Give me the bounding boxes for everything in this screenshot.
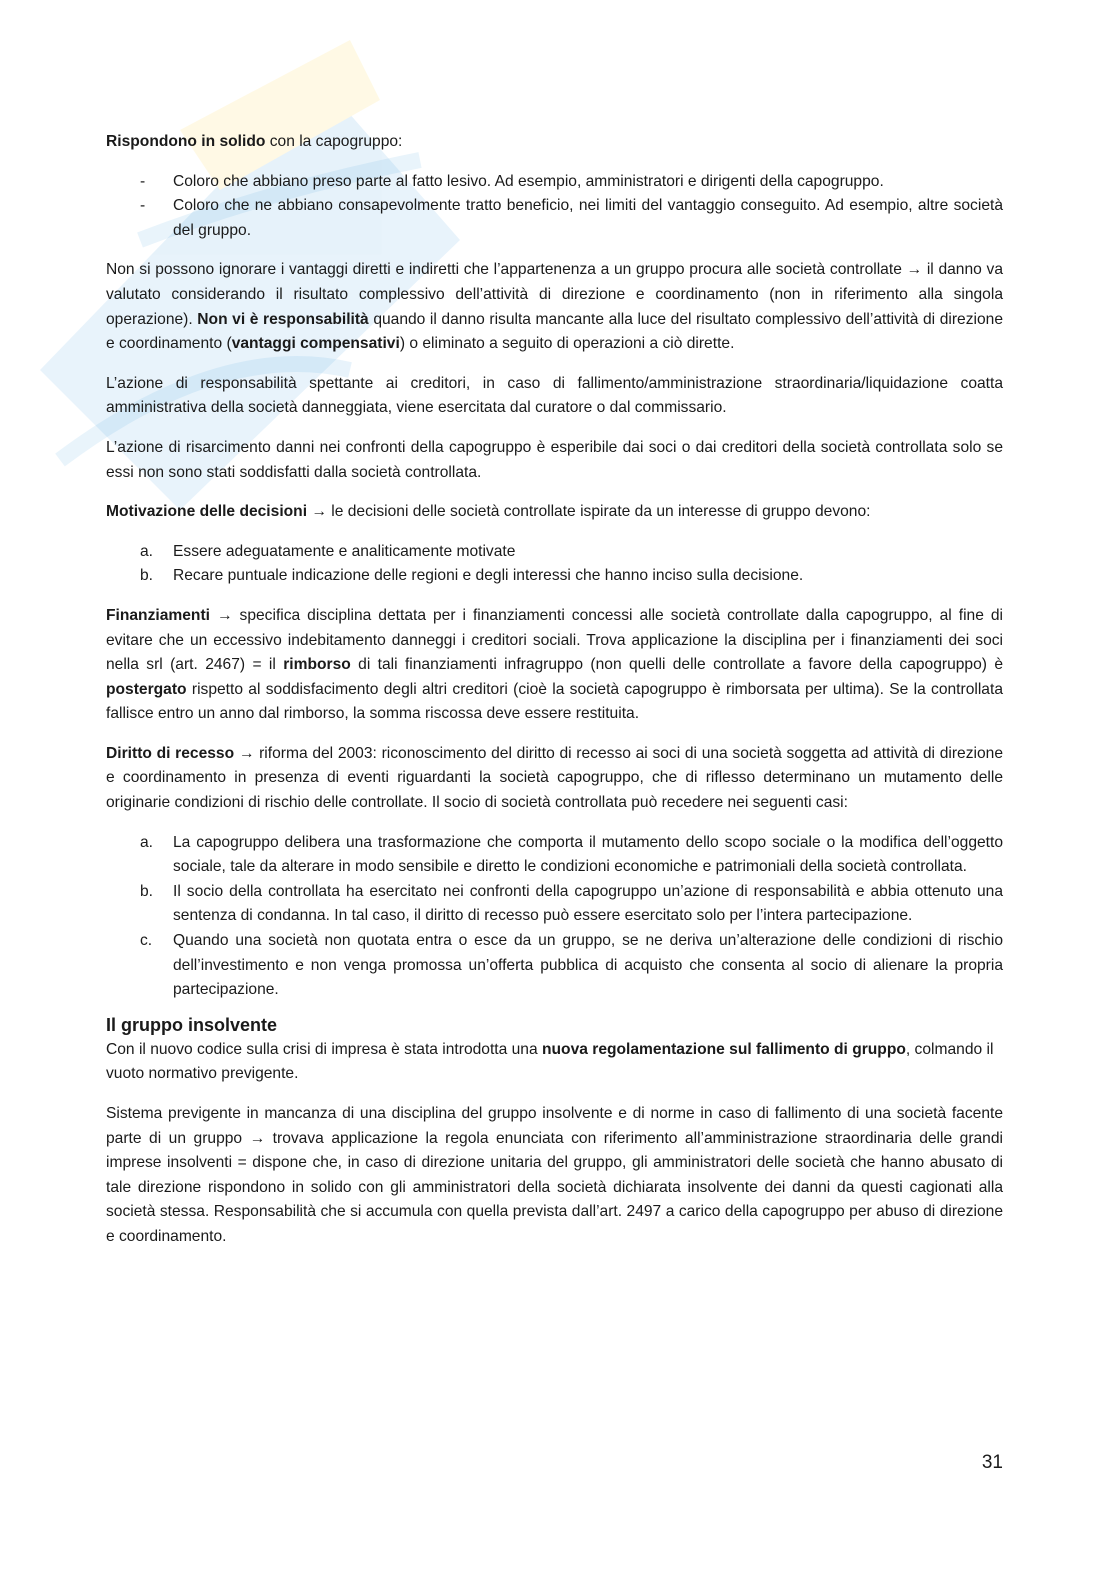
list-item: - Coloro che abbiano preso parte al fatto lesivo. Ad esempio, amministratori e dirigenti della capogruppo. (106, 170, 1003, 195)
paragraph: Sistema previgente in mancanza di una disciplina del gruppo insolvente e di norme in caso di fallimento di una società facente parte di un gruppo → trovava applicazione la regola enunciata con riferimento all’amministrazione straordinaria delle grandi imprese insolventi = dispone che, in caso di direzione unitaria del gruppo, gli amministratori delle società che hanno abusato di tale direzione rispondono in solido con gli amministratori della società dichiarata insolvente dei danni da questi cagionati alla società stessa. Responsabilità che si accumula con quella prevista dall’art. 2497 a carico della capogruppo per abuso di direzione e coordinamento. (106, 1105, 1003, 1245)
bold-term: vantaggi compensativi (231, 335, 400, 353)
list-marker: c. (140, 932, 153, 950)
bold-term: Finanziamenti (106, 606, 210, 624)
document-page (106, 130, 1003, 1265)
page-number: 31 (981, 1452, 1003, 1473)
paragraph: Rispondono in solido con la capogruppo: (106, 133, 403, 150)
paragraph: Motivazione delle decisioni → le decisioni delle società controllate ispirate da un interesse di gruppo devono: (106, 503, 871, 521)
section-heading: Il gruppo insolvente (106, 1014, 278, 1035)
paragraph: Finanziamenti → specifica disciplina dettata per i finanziamenti concessi alle società controllate dalla capogruppo, al fine di evitare che un eccessivo indebitamento danneggi i creditori sociali. Trova applicazione la disciplina per i finanziamenti dei soci nella srl (art. 2467) = il rimborso di tali finanziamenti infragruppo (non quelli delle controllate a favore della capogruppo) è postergato rispetto al soddisfacimento degli altri creditori (cioè la società capogruppo è rimborsata per ultima). Se la controllata fallisce entro un anno dal rimborso, la somma riscossa deve essere restituita. (106, 606, 1003, 723)
bold-term: Diritto di recesso (106, 744, 235, 762)
bold-term: nuova regolamentazione sul fallimento di gruppo (542, 1040, 906, 1058)
lettered-list (106, 831, 1003, 1003)
list-item: - Coloro che ne abbiano consapevolmente tratto beneficio, nei limiti del vantaggio conseguito. Ad esempio, altre società del gruppo. (106, 194, 1003, 243)
paragraph: Non si possono ignorare i vantaggi diretti e indiretti che l’appartenenza a un gruppo procura alle società controllate → il danno va valutato considerando il risultato complessivo dell’attività di direzione e coordinamento (non in riferimento alla singola operazione). Non vi è responsabilità quando il danno risulta mancante alla luce del risultato complessivo dell’attività di direzione e coordinamento (vantaggi compensativi) o eliminato a seguito di operazioni a ciò dirette. (106, 261, 1003, 353)
bold-term: Motivazione delle decisioni (106, 503, 308, 521)
list-marker: a. (140, 833, 154, 851)
bold-term: rimborso (283, 656, 351, 674)
paragraph: L’azione di responsabilità spettante ai creditori, in caso di fallimento/amministrazione straordinaria/liquidazione coatta amministrativa della società danneggiata, viene esercitata dal curatore o dal commissario. (106, 374, 1003, 417)
list-marker: - (140, 172, 146, 190)
list-item: c. Quando una società non quotata entra o esce da un gruppo, se ne deriva un’alterazione delle condizioni di rischio dell’investimento e non venga promossa un’offerta pubblica di acquisto che consenta al socio di alienare la propria partecipazione. (106, 929, 1003, 1003)
paragraph: Diritto di recesso → riforma del 2003: riconoscimento del diritto di recesso ai soci di una società soggetta ad attività di direzione e coordinamento in presenza di eventi riguardanti la società capogruppo, che di riflesso determinano un mutamento delle originarie condizioni di rischio delle controllate. Il socio di società controllata può recedere nei seguenti casi: (106, 744, 1003, 812)
bullet-list (106, 170, 1003, 244)
list-marker: b. (140, 882, 154, 900)
list-marker: - (140, 197, 146, 215)
list-item: a. Essere adeguatamente e analiticamente motivate (106, 540, 1003, 565)
list-marker: b. (140, 567, 154, 585)
list-item: b. Il socio della controllata ha esercitato nei confronti della capogruppo un’azione di responsabilità e abbia ottenuto una sentenza di condanna. In tal caso, il diritto di recesso può essere esercitato solo per l’intera partecipazione. (106, 880, 1003, 929)
paragraph: Con il nuovo codice sulla crisi di impresa è stata introdotta una nuova regolamentazione sul fallimento di gruppo, colmando il vuoto normativo previgente. (106, 1040, 994, 1083)
list-marker: a. (140, 542, 154, 560)
lettered-list (106, 540, 1003, 589)
list-item: b. Recare puntuale indicazione delle regioni e degli interessi che hanno inciso sulla decisione. (106, 564, 1003, 589)
bold-term: postergato (106, 680, 187, 698)
paragraph: L’azione di risarcimento danni nei confronti della capogruppo è esperibile dai soci o dai creditori della società controllata solo se essi non sono stati soddisfatti dalla società controllata. (106, 438, 1003, 481)
list-item: a. La capogruppo delibera una trasformazione che comporta il mutamento dello scopo sociale o la modifica dell’oggetto sociale, tale da alterare in modo sensibile e diretto le condizioni economiche e patrimoniali della società controllata. (106, 831, 1003, 880)
bold-term: Rispondono in solido (106, 133, 266, 150)
bold-term: Non vi è responsabilità (197, 310, 369, 328)
